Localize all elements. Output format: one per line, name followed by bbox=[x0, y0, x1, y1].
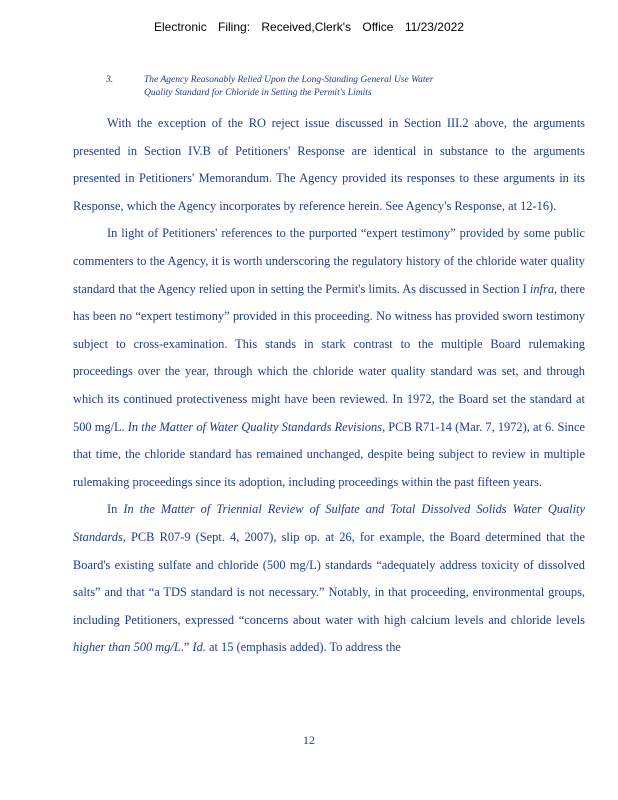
section-number: 3. bbox=[106, 75, 114, 85]
section-heading bbox=[106, 74, 526, 100]
page-number: 12 bbox=[303, 733, 315, 747]
emphasis-text: higher than 500 mg/L bbox=[73, 640, 181, 655]
id-citation: Id. bbox=[192, 640, 206, 655]
filing-stamp-header: Electronic Filing: Received,Clerk's Office 11/23/2022 bbox=[154, 20, 464, 34]
paragraph-3 bbox=[73, 496, 585, 662]
paragraph-3-part-d: at 15 (emphasis added). To address the bbox=[205, 640, 401, 655]
paragraph-2-part-b: , there has been no “expert testimony” provided in this proceeding. No witness has provided sworn testimony subject to cross-examination. This stands in stark contrast to the multiple Board rulemaking proceedings over the year, through which the chloride water quality standard was set, and through which its continued protectiveness might have been reviewed. In 1972, the Board set the standard at 500 mg/L. bbox=[73, 281, 585, 434]
body-text bbox=[73, 110, 585, 662]
paragraph-3-part-c: .” bbox=[180, 640, 193, 655]
section-heading-line1 bbox=[106, 74, 526, 87]
paragraph-2-part-a: In light of Petitioners' references to the purported “expert testimony” provided by some public commenters to the Agency, it is worth underscoring the regulatory history of the chloride water quality standard that the Agency relied upon in setting the Permit's limits. As discussed in Section I bbox=[73, 226, 585, 296]
paragraph-2-part-c: , PCB R71-14 (Mar. 7, 1972), at 6. Since that time, the chloride standard has remained unchanged, despite being subject to review in multiple rulemaking proceedings since its adoption, including proceedings within the past fifteen years. bbox=[73, 419, 585, 489]
section-title-line1: The Agency Reasonably Relied Upon the Long-Standing General Use Water bbox=[144, 75, 434, 85]
paragraph-3-part-a: In bbox=[107, 502, 124, 517]
section-title-line2: Quality Standard for Chloride in Setting the Permit's Limits bbox=[144, 88, 372, 98]
paragraph-3-part-b: , PCB R07-9 (Sept. 4, 2007), slip op. at 26, for example, the Board determined that the Board's existing sulfate and chloride (500 mg/L) standards “adequately address toxicity of dissolved salts” and that “a TDS standard is not necessary.” Notably, in that proceeding, environmental groups, including Petitioners, expressed “concerns about water with high calcium levels and chloride levels bbox=[73, 529, 585, 627]
paragraph-2 bbox=[73, 220, 585, 496]
case-citation-2007: In the Matter of Triennial Review of Sulfate and Total Dissolved Solids Water Quality Standards bbox=[73, 502, 585, 544]
infra-citation: infra bbox=[529, 281, 555, 296]
case-citation-1972: In the Matter of Water Quality Standards Revisions bbox=[127, 419, 383, 434]
paragraph-1: With the exception of the RO reject issue discussed in Section III.2 above, the arguments presented in Section IV.B of Petitioners' Response are identical in substance to the arguments presented in Petitioners' Memorandum. The Agency provided its responses to these arguments in its Response, which the Agency incorporates by reference herein. See Agency's Response, at 12-16). bbox=[73, 116, 585, 213]
